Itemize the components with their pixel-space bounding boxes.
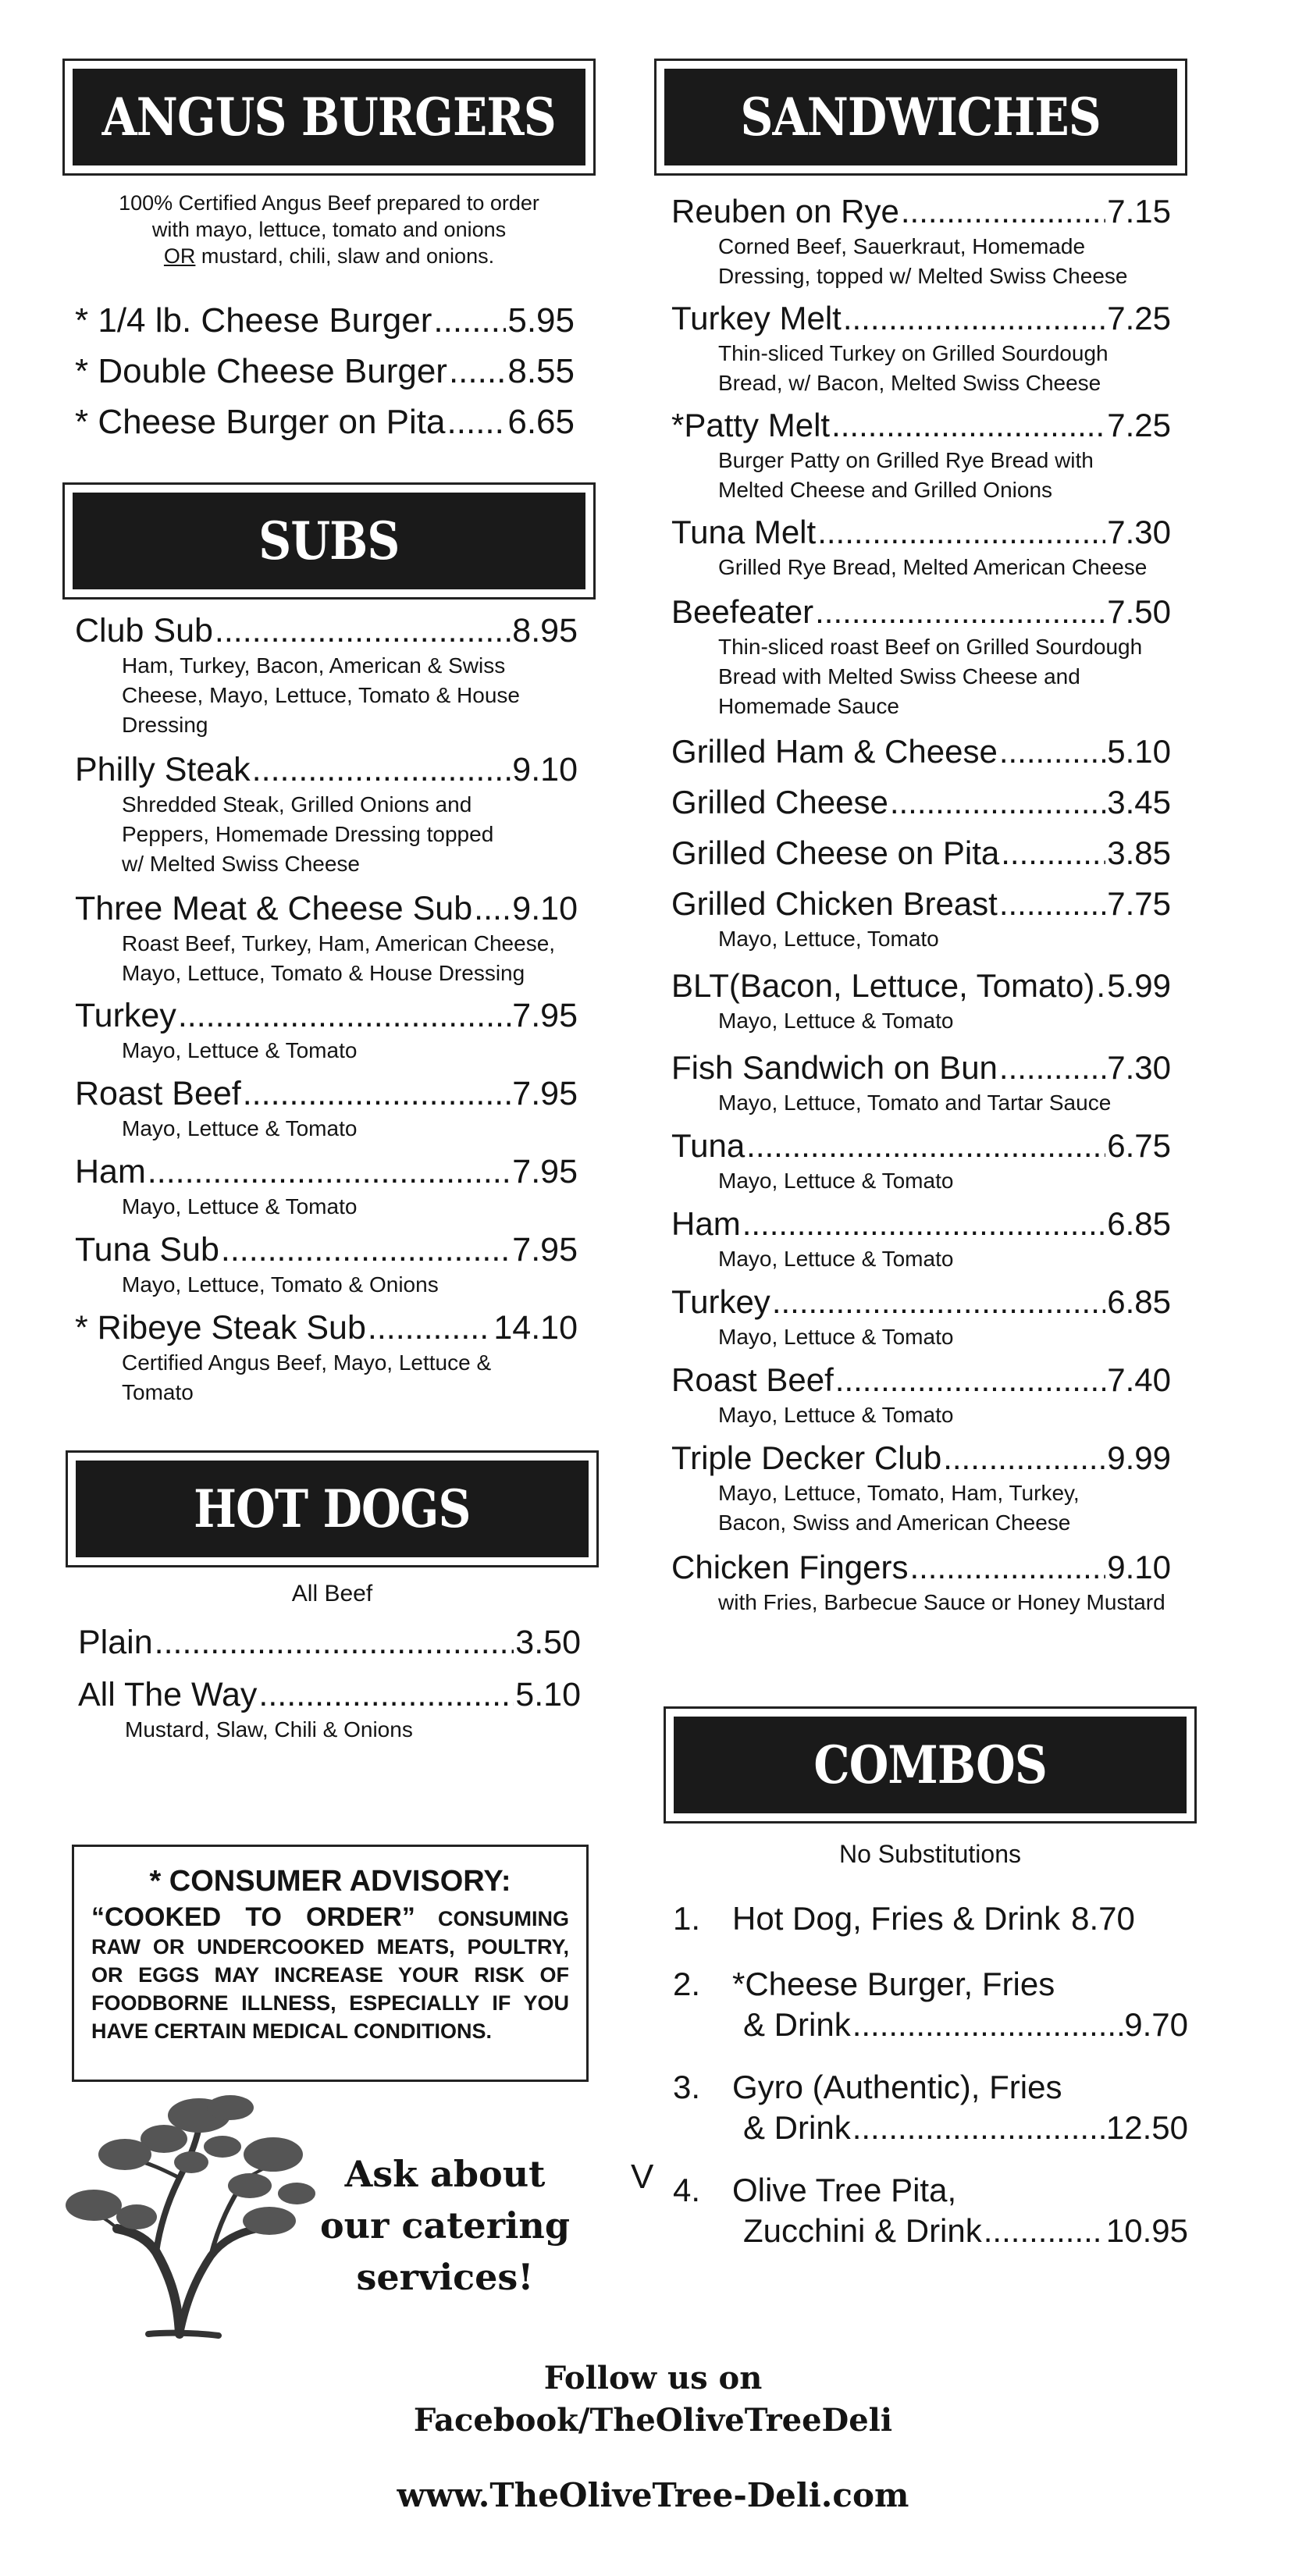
menu-item [75,1308,578,1407]
menu-item-price: 5.10 [515,1676,581,1713]
menu-item [671,884,1171,954]
menu-item-row [671,782,1171,823]
menu-item-description: Mayo, Lettuce, Tomato [718,927,939,951]
combo-name: Hot Dog, Fries & Drink [732,1900,1061,1937]
menu-item [75,351,575,392]
menu-item-price: 6.85 [1107,1205,1171,1242]
menu-item-description: Dressing, topped w/ Melted Swiss Cheese [718,264,1128,288]
hot-dogs-note: All Beef [291,1581,373,1606]
hot-dogs-title: HOT DOGS [194,1478,471,1539]
menu-item-price: 7.15 [1107,193,1171,229]
menu-item-row [671,512,1171,553]
leader-dots [909,1547,1105,1588]
menu-item-description: Mayo, Lettuce & Tomato [718,1009,954,1033]
menu-item-name: Turkey [671,1283,770,1320]
combo-price: 8.70 [1071,1900,1135,1937]
menu-item [75,995,578,1066]
leader-dots [221,1229,511,1270]
menu-item-detail: (Bacon, Lettuce, Tomato) [728,967,1095,1004]
menu-item-price: 7.95 [512,1231,578,1268]
menu-item-price: 6.75 [1107,1127,1171,1164]
menu-item-name: * 1/4 lb. Cheese Burger [75,301,432,340]
menu-item-price: 9.10 [512,751,578,788]
combo-price: 12.50 [1105,2109,1188,2146]
menu-item-description: Thin-sliced Turkey on Grilled Sourdough [718,341,1108,365]
menu-item-description: Tomato [122,1380,194,1404]
menu-item-description: Shredded Steak, Grilled Onions and [122,792,472,817]
menu-item-price: 7.75 [1107,885,1171,922]
leader-dots [155,1622,514,1663]
facebook-link[interactable]: Facebook/TheOliveTreeDeli [413,2402,893,2439]
menu-item-description: Homemade Sauce [718,694,899,718]
sandwiches-header [654,59,1187,176]
combo-name: *Cheese Burger, Fries [732,1966,1055,2002]
catering-message: Ask about our catering services! [319,2153,571,2298]
leader-dots [474,888,511,929]
menu-item-price: 5.99 [1107,967,1171,1004]
leader-dots [852,2005,1123,2045]
menu-item-name: Ham [75,1153,146,1190]
menu-item-description: Bacon, Swiss and American Cheese [718,1510,1071,1535]
menu-item-price: 7.40 [1107,1361,1171,1398]
menu-item-price: 7.30 [1107,514,1171,550]
menu-item-name: Turkey Melt [671,300,842,336]
combo-price: 10.95 [1105,2212,1188,2249]
menu-item [671,405,1171,505]
menu-item [671,731,1171,772]
combo-item [673,2170,1188,2251]
leader-dots [449,351,506,392]
menu-item-row [671,1282,1171,1322]
menu-item-description: Mayo, Lettuce & Tomato [718,1403,954,1427]
combo-name-cont: Zucchini & Drink [743,2212,982,2249]
leader-dots [817,512,1105,553]
leader-dots [243,1073,511,1114]
menu-item-price: 7.50 [1107,593,1171,630]
menu-item-row [671,298,1171,339]
menu-item-description: Corned Beef, Sauerkraut, Homemade [718,234,1086,258]
combo-name: Olive Tree Pita, [732,2172,957,2208]
leader-dots [148,1151,511,1192]
menu-item [671,966,1171,1036]
menu-item-name: Grilled Cheese [671,784,888,820]
menu-item [75,402,575,443]
menu-item-row [75,1151,578,1192]
menu-item-description: Peppers, Homemade Dressing topped [122,822,494,846]
menu-item-description: w/ Melted Swiss Cheese [122,852,361,876]
leader-dots [178,995,511,1036]
menu-item [671,1360,1171,1430]
menu-item-price: 7.95 [512,1075,578,1112]
combo-number: 4. [673,2172,701,2208]
leader-dots [890,782,1105,823]
menu-item-price: 9.10 [1107,1549,1171,1585]
menu-item-row [671,833,1171,873]
menu-item-row [75,402,575,443]
website-link[interactable]: www.TheOliveTree-Deli.com [397,2476,909,2514]
menu-item-price: 3.85 [1107,834,1171,871]
menu-item-description: with Fries, Barbecue Sauce or Honey Mustard [718,1590,1165,1614]
menu-item-price: 7.25 [1107,300,1171,336]
menu-item-description: Mayo, Lettuce, Tomato & Onions [122,1272,439,1297]
leader-dots [368,1308,493,1348]
menu-item-description: Certified Angus Beef, Mayo, Lettuce & [122,1350,492,1375]
menu-item-row [671,592,1171,632]
menu-item-price: 9.99 [1107,1439,1171,1476]
olive-tree-icon [62,2084,328,2350]
menu-item-description: Mayo, Lettuce, Tomato and Tartar Sauce [718,1091,1112,1115]
menu-item-row [75,301,575,341]
menu-item-row [75,995,578,1036]
menu-item-description: Mayo, Lettuce, Tomato & House Dressing [122,961,525,985]
menu-item-name: Three Meat & Cheese Sub [75,890,473,927]
advisory-title: * CONSUMER ADVISORY: [149,1865,511,1898]
menu-item-row [671,405,1171,446]
menu-item-price: 5.10 [1107,733,1171,770]
combo-number: 2. [673,1966,701,2002]
menu-item-description: Mayo, Lettuce & Tomato [718,1169,954,1193]
menu-item-name: Grilled Chicken Breast [671,885,998,922]
menu-item [75,1151,578,1222]
menu-item [671,782,1171,823]
menu-item-price: 9.10 [512,890,578,927]
leader-dots [999,884,1105,924]
advisory-body: “COOKED TO ORDER” CONSUMING RAW OR UNDERCOOKED MEATS, POULTRY, OR EGGS MAY INCREASE YOUR RISK OF FOODBORNE ILLNESS, ESPECIALLY IF YOU HAVE CERTAIN MEDICAL CONDITIONS. [91,1902,570,2043]
menu-item [78,1674,581,1745]
menu-item [671,1204,1171,1274]
menu-item-row [671,1048,1171,1088]
menu-item [78,1622,581,1663]
menu-item-description: Dressing [122,713,208,737]
combo-name-cont: & Drink [743,2109,851,2146]
menu-item [671,1126,1171,1196]
menu-item-price: 8.55 [507,352,575,390]
leader-dots [746,1126,1105,1166]
menu-item-row [75,888,578,929]
menu-item-row [75,1229,578,1270]
combo-item [673,1898,1188,1939]
menu-item-name: Beefeater [671,593,814,630]
menu-item-name: Tuna Melt [671,514,817,550]
menu-item-description: Bread, w/ Bacon, Melted Swiss Cheese [718,371,1101,395]
menu-item-name: Roast Beef [671,1361,834,1398]
leader-dots [742,1204,1106,1244]
menu-item-row [78,1674,581,1715]
menu-item-row [75,1308,578,1348]
menu-item-description: Mayo, Lettuce & Tomato [122,1038,358,1062]
leader-dots [433,301,506,341]
menu-item-description: Roast Beef, Turkey, Ham, American Cheese, [122,931,556,955]
leader-dots [835,1360,1105,1400]
menu-item-name: Roast Beef [75,1075,241,1112]
menu-item [671,512,1171,582]
combos-title: COMBOS [813,1735,1047,1795]
menu-item-row [671,1204,1171,1244]
menu-item-name: Grilled Cheese on Pita [671,834,1000,871]
menu-item [671,592,1171,721]
menu-item-name: * Ribeye Steak Sub [75,1309,366,1347]
combo-item [673,1964,1188,2045]
combo-price: 9.70 [1124,2006,1188,2043]
burgers-note: 100% Certified Angus Beef prepared to order with mayo, lettuce, tomato and onions OR mustard, chili, slaw and onions. [119,191,539,268]
menu-item-row [78,1622,581,1663]
menu-item-price: 14.10 [493,1309,578,1347]
menu-item-description: Mayo, Lettuce & Tomato [122,1194,358,1219]
menu-item-price: 3.45 [1107,784,1171,820]
menu-item-name: Plain [78,1624,153,1661]
combo-number: 1. [673,1900,701,1937]
menu-item [671,1547,1171,1617]
menu-item [671,191,1171,291]
menu-item [75,888,578,988]
menu-item-name: Ham [671,1205,741,1242]
leader-dots [852,2108,1105,2148]
menu-item-description: Burger Patty on Grilled Rye Bread with [718,448,1094,472]
menu-item-price: 7.95 [512,997,578,1034]
menu-item-description: Thin-sliced roast Beef on Grilled Sourdough [718,635,1143,659]
menu-item-description: Mayo, Lettuce & Tomato [718,1325,954,1349]
menu-item-price: 6.85 [1107,1283,1171,1320]
combo-item [673,2067,1188,2148]
menu-item-description: Grilled Rye Bread, Melted American Cheese [718,555,1148,579]
menu-item [75,749,578,879]
menu-item-price: 6.65 [507,403,575,441]
menu-item-description: Mustard, Slaw, Chili & Onions [125,1717,413,1742]
leader-dots [252,749,511,790]
vegetarian-mark: V [631,2158,654,2196]
menu-item-name: Tuna [671,1127,746,1164]
leader-dots [772,1282,1105,1322]
leader-dots [258,1674,514,1715]
consumer-advisory [72,1845,589,2082]
leader-dots [943,1438,1105,1478]
combo-name: Gyro (Authentic), Fries [732,2069,1062,2105]
menu-item [75,1073,578,1144]
menu-item-name: Grilled Ham & Cheese [671,733,998,770]
social-follow: Follow us on Facebook/TheOliveTreeDeli [0,2357,1306,2442]
menu-item-row [671,191,1171,232]
menu-item-price: 7.25 [1107,407,1171,443]
menu-item-description: Melted Cheese and Grilled Onions [718,478,1053,502]
menu-item-name: Reuben on Rye [671,193,899,229]
leader-dots [831,405,1105,446]
leader-dots [1001,833,1105,873]
menu-item-row [671,1126,1171,1166]
menu-item-row [671,1360,1171,1400]
menu-item-description: Bread with Melted Swiss Cheese and [718,664,1080,688]
leader-dots [843,298,1105,339]
menu-item [75,1229,578,1300]
menu-item-price: 7.95 [512,1153,578,1190]
angus-burgers-header [62,59,596,176]
subs-title: SUBS [258,511,400,571]
menu-item-name: Triple Decker Club [671,1439,942,1476]
combos-note: No Substitutions [838,1840,1021,1868]
menu-item-price: 3.50 [515,1624,581,1661]
menu-item-name: Club Sub [75,612,213,649]
leader-dots [447,402,507,443]
menu-item-description: Mayo, Lettuce & Tomato [718,1247,954,1271]
leader-dots [815,592,1105,632]
menu-item-name: Turkey [75,997,176,1034]
combo-name-cont: & Drink [743,2006,851,2043]
hot-dogs-header [66,1450,599,1567]
leader-dots [215,610,511,651]
menu-item-name: * Cheese Burger on Pita [75,403,446,441]
menu-item [75,301,575,341]
menu-item-name: Tuna Sub [75,1231,219,1268]
combos-header [664,1706,1197,1823]
menu-item-name: BLT [671,967,729,1004]
menu-item [671,1438,1171,1538]
menu-item-row [671,1438,1171,1478]
menu-item-row [671,1547,1171,1588]
leader-dots [999,1048,1105,1088]
menu-item-row [75,1073,578,1114]
menu-item-name: *Patty Melt [671,407,831,443]
menu-item-row [671,731,1171,772]
menu-item [671,833,1171,873]
menu-item-row [671,884,1171,924]
menu-item-name: * Double Cheese Burger [75,352,447,390]
menu-item-name: Philly Steak [75,751,251,788]
combo-number: 3. [673,2069,701,2105]
leader-dots [1096,966,1105,1006]
menu-item [671,1048,1171,1118]
subs-header [62,482,596,600]
menu-item-row [75,351,575,392]
menu-item-row [671,966,1171,1006]
menu-item-name: Fish Sandwich on Bun [671,1049,998,1086]
menu-item-row [75,749,578,790]
menu-item-name: All The Way [78,1676,258,1713]
menu-item-row [75,610,578,651]
leader-dots [901,191,1105,232]
leader-dots [984,2211,1105,2251]
menu-item-description: Cheese, Mayo, Lettuce, Tomato & House [122,683,520,707]
menu-item-name: Chicken Fingers [671,1549,909,1585]
menu-item-price: 8.95 [512,612,578,649]
menu-item [671,298,1171,398]
sandwiches-title: SANDWICHES [740,87,1101,148]
menu-item-description: Mayo, Lettuce, Tomato, Ham, Turkey, [718,1481,1080,1505]
leader-dots [999,731,1105,772]
menu-item-description: Ham, Turkey, Bacon, American & Swiss [122,653,506,678]
menu-item [671,1282,1171,1352]
menu-item-description: Mayo, Lettuce & Tomato [122,1116,358,1140]
menu-item-price: 7.30 [1107,1049,1171,1086]
angus-burgers-title: ANGUS BURGERS [101,87,557,148]
menu-item [75,610,578,740]
menu-item-price: 5.95 [507,301,575,340]
